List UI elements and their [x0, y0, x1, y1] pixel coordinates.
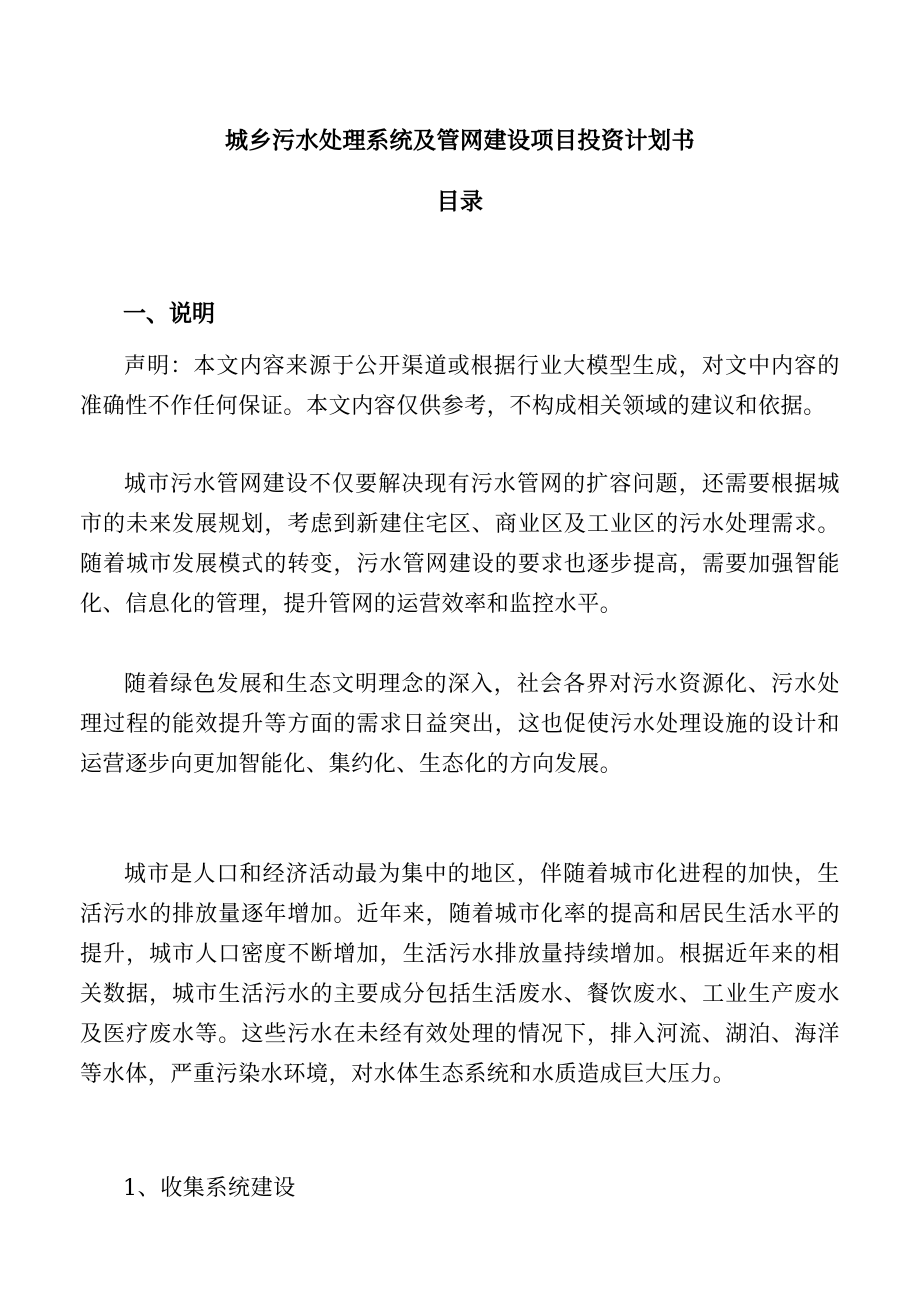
subheading-collection-system: 1、收集系统建设	[123, 1176, 296, 1201]
section-heading: 一、说明	[123, 300, 215, 327]
paragraph-disclaimer: 声明：本文内容来源于公开渠道或根据行业大模型生成，对文中内容的准确性不作任何保证。本文内容仅供参考，不构成相关领域的建议和依据。	[80, 354, 840, 419]
paragraph-urban-sewage: 城市是人口和经济活动最为集中的地区，伴随着城市化进程的加快，生活污水的排放量逐年增加。近年来，随着城市化率的提高和居民生活水平的提升，城市人口密度不断增加，生活污水排放量持续增加。根据近年来的相关数据，城市生活污水的主要成分包括生活废水、餐饮废水、工业生产废水及医疗废水等。这些污水在未经有效处理的情况下，排入河流、湖泊、海洋等水体，严重污染水环境，对水体生态系统和水质造成巨大压力。	[80, 862, 840, 1087]
toc-title: 目录	[436, 188, 484, 215]
paragraph-pipe-network: 城市污水管网建设不仅要解决现有污水管网的扩容问题，还需要根据城市的未来发展规划，考虑到新建住宅区、商业区及工业区的污水处理需求。随着城市发展模式的转变，污水管网建设的要求也逐步提高，需要加强智能化、信息化的管理，提升管网的运营效率和监控水平。	[80, 472, 840, 617]
paragraph-green-development: 随着绿色发展和生态文明理念的深入，社会各界对污水资源化、污水处理过程的能效提升等方面的需求日益突出，这也促使污水处理设施的设计和运营逐步向更加智能化、集约化、生态化的方向发展。	[80, 672, 840, 777]
document-title: 城乡污水处理系统及管网建设项目投资计划书	[225, 127, 695, 154]
